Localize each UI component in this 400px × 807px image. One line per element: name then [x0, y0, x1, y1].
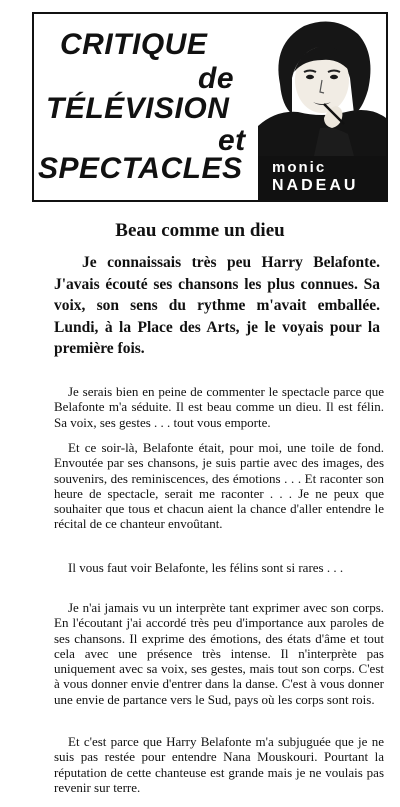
- article-paragraph-2: Et ce soir-là, Belafonte était, pour moi, une toile de fond. Envoutée par ses chansons, je suis partie avec des images, des souvenirs, des reminiscences, des émotions . . . Et raconter son heure de spectacle, serait me raconter . . . Je ne peux que souhaiter que tous et chacun aient la chance d'aller entendre le récital de ce chanteur envoûtant.: [54, 440, 384, 532]
- author-first-name: monic: [272, 159, 327, 176]
- author-portrait-illustration: [258, 14, 386, 156]
- article-paragraph-4: Je n'ai jamais vu un interprète tant exprimer avec son corps. En l'écoutant j'ai accordé très peu d'importance aux paroles de ses chansons. Il exprime des émotions, des états d'âme et tout cela avec une présence très intense. Il n'interprète pas uniquement avec sa voix, ses gestes, mais tout son corps. C'est à vous donner envie d'entrer dans la danse. C'est à vous donner une envie de partance vers le Sud, pays où les corps sont rois.: [54, 600, 384, 707]
- column-title-line-3: TÉLÉVISION: [46, 92, 230, 125]
- author-portrait-photo: [258, 14, 386, 156]
- article-headline: Beau comme un dieu: [115, 220, 285, 241]
- article-paragraph-1: Je serais bien en peine de commenter le spectacle parce que Belafonte m'a séduite. Il est beau comme un dieu. Il est félin. Sa voix, ses gestes . . . tout vous emporte.: [54, 384, 384, 430]
- column-title-line-4: et: [218, 124, 246, 157]
- article-paragraph-5: Et c'est parce que Harry Belafonte m'a subjuguée que je ne suis pas restée pour entendre Nana Mouskouri. Pourtant la réputation de cette chanteuse est grande mais je ne voulais pas revenir sur terre.: [54, 734, 384, 795]
- column-title-line-2: de: [198, 62, 235, 95]
- column-title-line-1: CRITIQUE: [60, 28, 208, 61]
- article-lead-paragraph: Je connaissais très peu Harry Belafonte. J'avais écouté ses chansons les plus connues. Sa voix, son sens du rythme m'avait emballée. Lundi, à la Place des Arts, je le voyais pour la première fois.: [54, 254, 380, 357]
- article-paragraph-3: Il vous faut voir Belafonte, les félins sont si rares . . .: [68, 560, 344, 575]
- author-last-name: NADEAU: [272, 177, 359, 194]
- column-title-line-5: SPECTACLES: [38, 152, 243, 185]
